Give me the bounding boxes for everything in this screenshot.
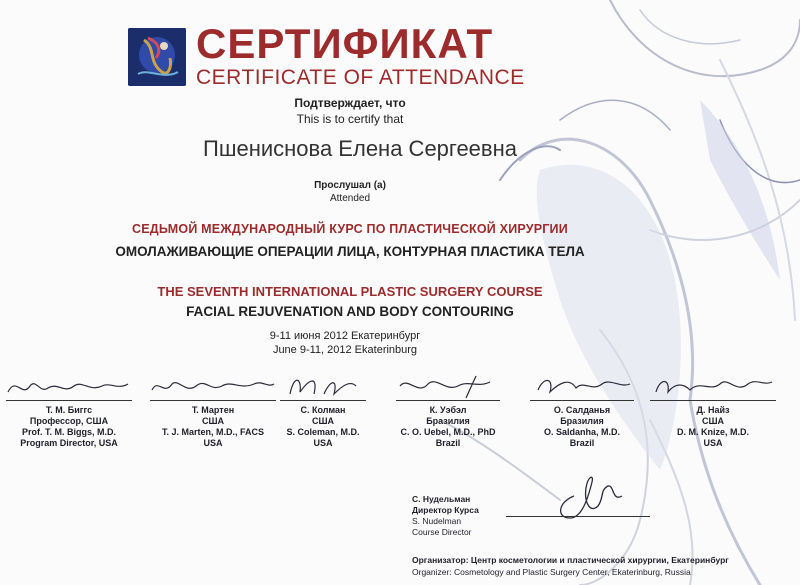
signatory-role-ru: Профессор, США <box>29 416 109 426</box>
signatory-biggs <box>6 372 132 449</box>
director-signature-line <box>506 516 650 517</box>
signature-line <box>530 400 634 401</box>
signatory-knize <box>650 372 776 449</box>
signature-knize-icon <box>650 372 776 400</box>
signatory-coleman <box>280 372 366 449</box>
signature-coleman-icon <box>280 372 366 400</box>
attended-ru: Прослушал (а) <box>314 180 386 191</box>
signatory-role-en: Program Director, USA <box>20 438 118 448</box>
course-title-ru: СЕДЬМОЙ МЕЖДУНАРОДНЫЙ КУРС ПО ПЛАСТИЧЕСКОЙ ХИРУРГИИ <box>132 222 568 236</box>
director-name-en: S. Nudelman <box>412 516 462 526</box>
signatory-name-en: D. M. Knize, M.D. <box>677 427 749 437</box>
logo-emblem-icon <box>128 28 186 86</box>
director-role-ru: Директор Курса <box>412 505 479 515</box>
signatory-role-en: USA <box>203 438 223 448</box>
signatory-name-ru: Д. Найз <box>696 405 730 415</box>
signatory-name-ru: Т. Мартен <box>191 405 235 415</box>
signatory-saldanha <box>530 372 634 449</box>
signature-uebel-icon <box>396 372 500 400</box>
signatory-role-ru: США <box>701 416 725 426</box>
signature-line <box>650 400 776 401</box>
signatory-role-en: Brazil <box>569 438 595 448</box>
signatory-role-ru: США <box>311 416 335 426</box>
signatory-name-ru: Т. М. Биггс <box>45 405 93 415</box>
signature-line <box>396 400 500 401</box>
signatory-role-ru: США <box>201 416 225 426</box>
signatory-role-en: USA <box>703 438 723 448</box>
course-date-en: June 9-11, 2012 Ekaterinburg <box>272 344 418 356</box>
signatory-name-ru: К. Уэбэл <box>429 405 467 415</box>
signature-line <box>6 400 132 401</box>
signature-line <box>150 400 276 401</box>
course-director <box>412 494 479 538</box>
signatory-role-ru: Бразилия <box>560 416 604 426</box>
signature-marten-icon <box>150 372 276 400</box>
signatory-name-en: Prof. T. M. Biggs, M.D. <box>22 427 116 437</box>
director-name-ru: С. Нудельман <box>412 494 471 504</box>
organizer-en: Organizer: Cosmetology and Plastic Surgery Center, Ekaterinburg, Russia <box>412 567 691 577</box>
signatory-uebel <box>396 372 500 449</box>
signatory-name-ru: О. Салданья <box>553 405 611 415</box>
course-topic-en: FACIAL REJUVENATION AND BODY CONTOURING <box>186 304 514 319</box>
certify-en: This is to certify that <box>296 112 404 126</box>
signatory-role-en: USA <box>313 438 333 448</box>
signatory-name-en: C. O. Uebel, M.D., PhD <box>400 427 496 437</box>
attended-en: Attended <box>329 193 371 204</box>
course-topic-ru: ОМОЛАЖИВАЮЩИЕ ОПЕРАЦИИ ЛИЦА, КОНТУРНАЯ ПЛАСТИКА ТЕЛА <box>115 244 585 259</box>
signature-line <box>280 400 366 401</box>
signatory-name-en: O. Saldanha, M.D. <box>543 427 620 437</box>
recipient-name: Пшениснова Елена Сергеевна <box>203 136 517 161</box>
certify-ru: Подтверждает, что <box>294 96 406 110</box>
certificate-title: СЕРТИФИКАТ <box>196 20 494 67</box>
signatory-name-en: T. J. Marten, M.D., FACS <box>161 427 264 437</box>
course-title-en: THE SEVENTH INTERNATIONAL PLASTIC SURGERY COURSE <box>157 284 543 299</box>
director-role-en: Course Director <box>412 527 472 537</box>
signatory-name-en: S. Coleman, M.D. <box>286 427 360 437</box>
logo <box>128 28 186 86</box>
signature-biggs-icon <box>6 372 132 400</box>
signatory-role-ru: Бразилия <box>426 416 470 426</box>
organizer <box>412 554 729 578</box>
organizer-ru: Организатор: Центр косметологии и пластической хирургии, Екатеринбург <box>412 555 729 565</box>
signature-saldanha-icon <box>530 372 634 400</box>
signatory-role-en: Brazil <box>435 438 461 448</box>
certificate-subtitle: CERTIFICATE OF ATTENDANCE <box>196 66 525 89</box>
course-date-ru: 9-11 июня 2012 Екатеринбург <box>269 330 421 342</box>
signatory-name-ru: С. Колман <box>300 405 346 415</box>
signatory-marten <box>150 372 276 449</box>
